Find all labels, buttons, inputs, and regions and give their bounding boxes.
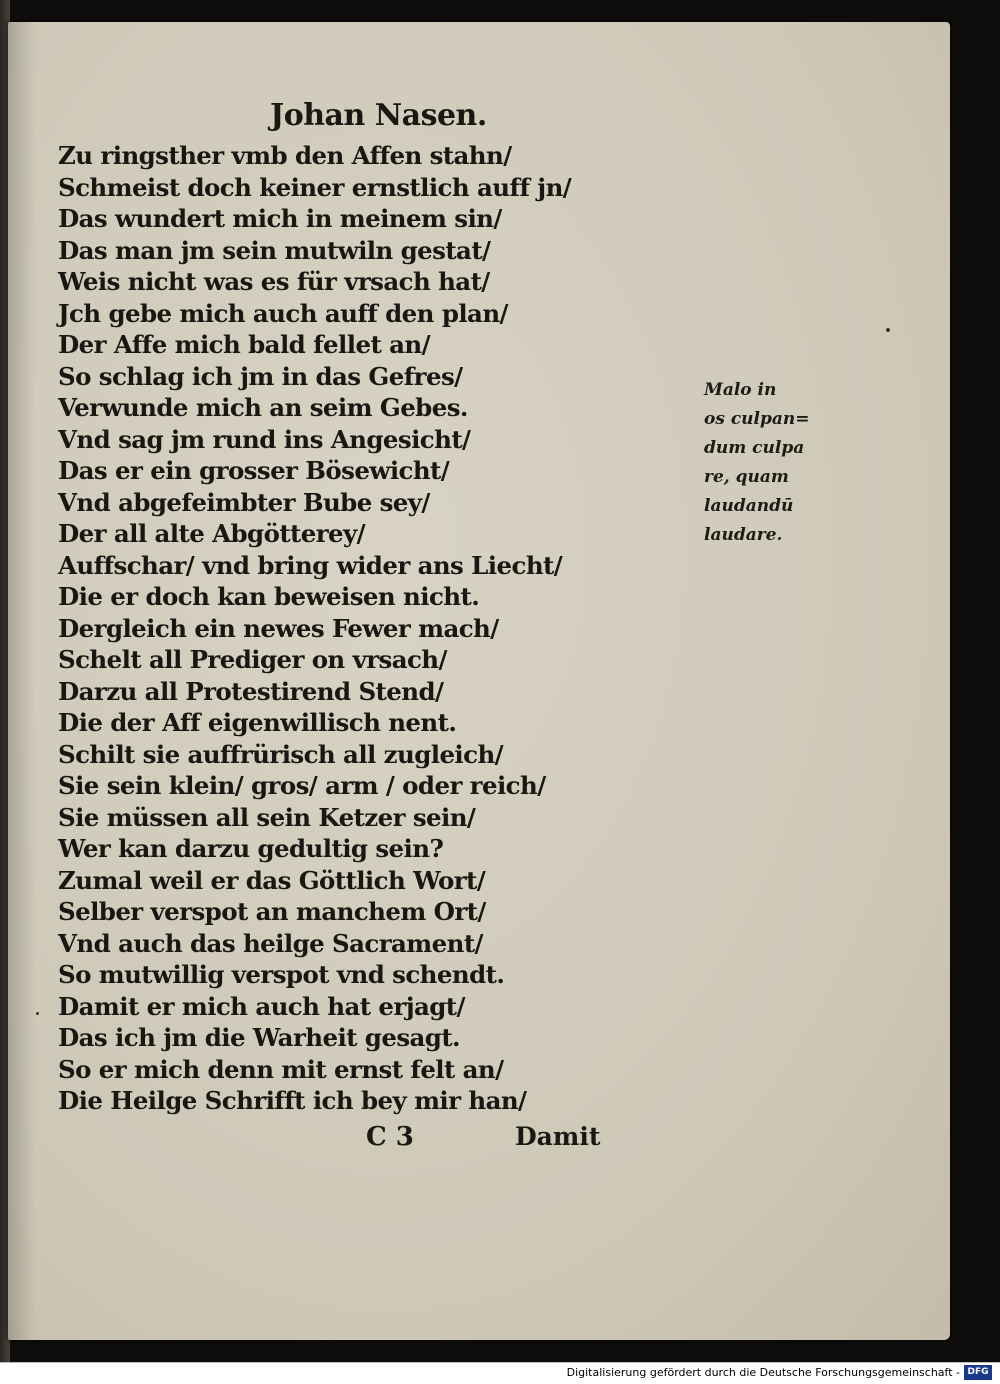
verse-line: Das ich jm die Warheit gesagt.	[58, 1023, 460, 1052]
verse-line: Der all alte Abgötterey/	[58, 519, 366, 548]
verse-line: Vnd abgefeimbter Bube sey/	[58, 487, 430, 517]
verse-line: So er mich denn mit ernst felt an/	[58, 1054, 504, 1084]
verse-line: Weis nicht was es für vrsach hat/	[58, 267, 490, 296]
verse-line: So mutwillig verspot vnd schendt.	[58, 960, 505, 989]
footer-bar	[0, 1362, 1000, 1384]
verse-line: So schlag ich jm in das Gefres/	[58, 361, 463, 391]
catchword: Damit	[515, 1122, 601, 1151]
verse-line: Auffschar/ vnd bring wider ans Liecht/	[58, 550, 563, 580]
marginal-note-line: Malo in	[704, 380, 777, 400]
verse-line: Zumal weil er das Göttlich Wort/	[58, 865, 486, 895]
marginal-note-line: laudare.	[704, 525, 783, 545]
verse-line: Vnd sag jm rund ins Angesicht/	[58, 424, 471, 454]
dfg-logo: DFG	[964, 1365, 992, 1380]
verse-line: Die der Aff eigenwillisch nent.	[58, 708, 457, 737]
verse-text	[58, 140, 678, 1117]
marginal-note-line: dum culpa	[704, 438, 805, 458]
ink-speck	[886, 328, 890, 332]
verse-line: Schmeist doch keiner ernstlich auff jn/	[58, 172, 572, 202]
verse-line: Schelt all Prediger on vrsach/	[58, 645, 447, 674]
verse-line: Der Affe mich bald fellet an/	[58, 330, 430, 359]
verse-line: Darzu all Protestirend Stend/	[58, 676, 444, 706]
verse-line: Selber verspot an manchem Ort/	[58, 897, 486, 926]
marginal-note	[704, 376, 810, 550]
verse-line: Zu ringsther vmb den Affen stahn/	[58, 141, 512, 170]
verse-line: Das wundert mich in meinem sin/	[58, 204, 502, 233]
verse-line: Das man jm sein mutwiln gestat/	[58, 235, 491, 265]
verse-line: Dergleich ein newes Fewer mach/	[58, 613, 499, 643]
verse-line: Damit er mich auch hat erjagt/	[58, 991, 465, 1021]
verse-line: Die Heilge Schrifft ich bey mir han/	[58, 1086, 527, 1115]
verse-line: Das er ein grosser Bösewicht/	[58, 456, 450, 485]
verse-line: Verwunde mich an seim Gebes.	[58, 393, 468, 422]
marginal-note-line: laudandū	[704, 496, 794, 516]
verse-line: Schilt sie auffrürisch all zugleich/	[58, 739, 504, 769]
verse-line: Sie sein klein/ gros/ arm / oder reich/	[58, 771, 546, 800]
marginal-note-line: os culpan=	[704, 409, 810, 429]
ink-speck	[36, 1012, 39, 1015]
verse-line: Jch gebe mich auch auff den plan/	[58, 298, 508, 328]
running-header: Johan Nasen.	[270, 98, 487, 133]
verse-line: Wer kan darzu gedultig sein?	[58, 834, 444, 863]
verse-line: Die er doch kan beweisen nicht.	[58, 582, 480, 611]
verse-line: Vnd auch das heilge Sacrament/	[58, 928, 483, 958]
page-gutter-shadow	[8, 22, 36, 1340]
verse-line: Sie müssen all sein Ketzer sein/	[58, 802, 476, 832]
marginal-note-line: re, quam	[704, 467, 789, 487]
footer-credit: Digitalisierung gefördert durch die Deutsche Forschungsgemeinschaft -	[566, 1366, 960, 1379]
signature-mark: C 3	[366, 1122, 414, 1152]
